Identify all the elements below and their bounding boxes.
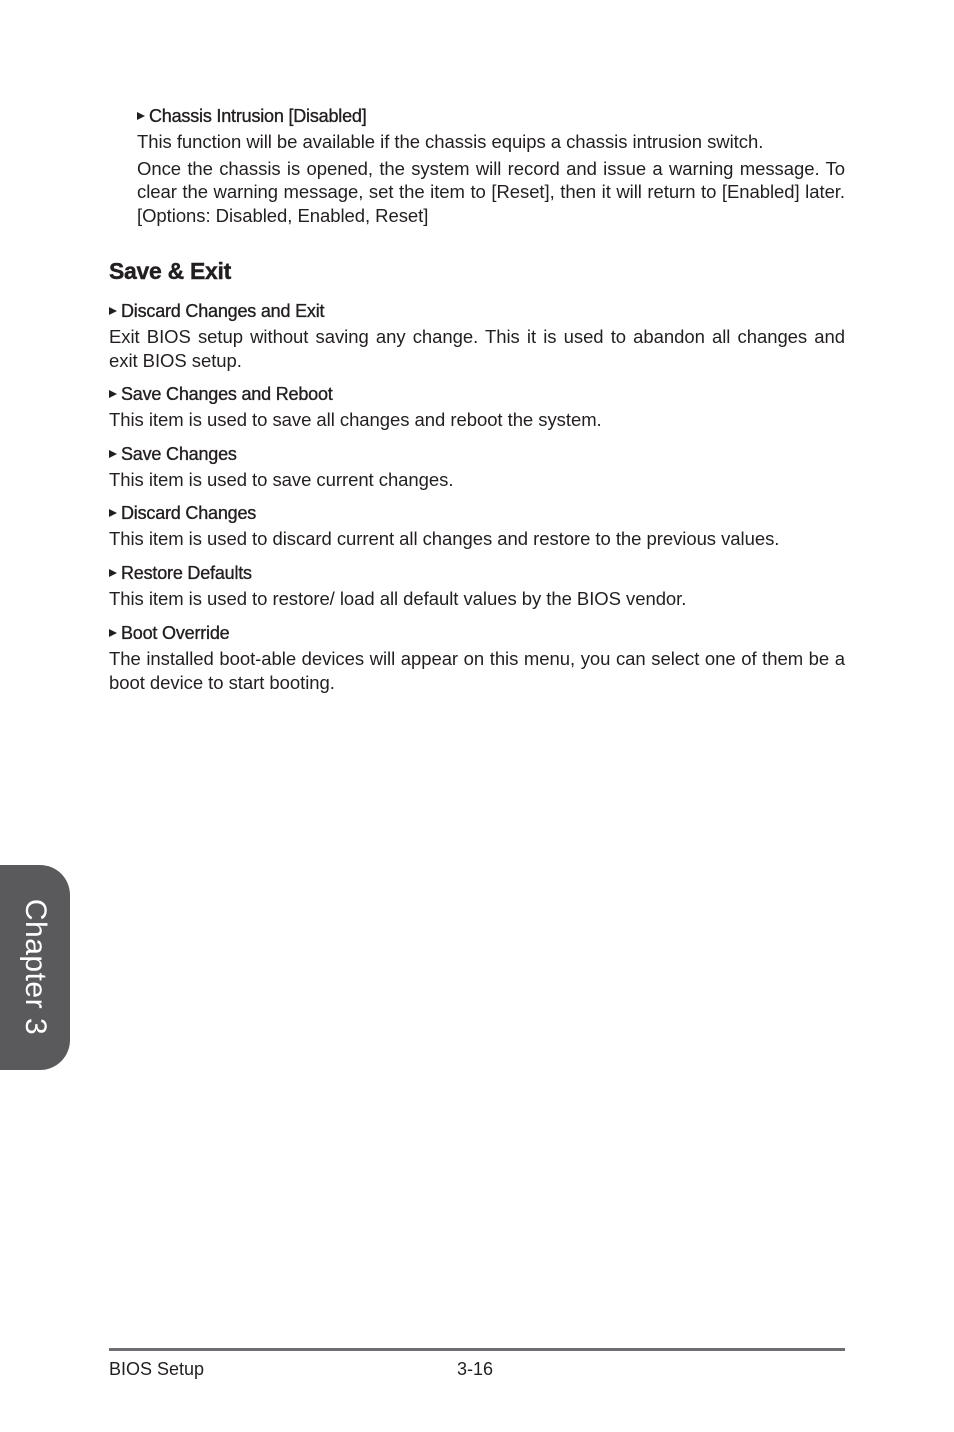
menu-item-boot-override bbox=[109, 622, 845, 694]
triangle-bullet-icon bbox=[109, 569, 117, 577]
chassis-intrusion-description: This function will be available if the chassis equips a chassis intrusion switch. bbox=[137, 131, 764, 152]
section-title: Save & Exit bbox=[109, 258, 231, 284]
triangle-bullet-icon bbox=[109, 509, 117, 517]
item-heading-text: Boot Override bbox=[121, 623, 230, 643]
item-description: This item is used to save current changes. bbox=[109, 469, 454, 490]
item-heading-text: Restore Defaults bbox=[121, 563, 252, 583]
triangle-bullet-icon bbox=[109, 307, 117, 315]
item-heading bbox=[109, 562, 845, 584]
item-description: This item is used to discard current all changes and restore to the previous values. bbox=[109, 528, 780, 549]
triangle-bullet-icon bbox=[109, 390, 117, 398]
chassis-intrusion-block bbox=[137, 105, 845, 227]
item-heading-text: Discard Changes and Exit bbox=[121, 301, 325, 321]
triangle-bullet-icon bbox=[109, 450, 117, 458]
menu-item-save-changes bbox=[109, 443, 845, 492]
chassis-intrusion-heading bbox=[137, 105, 845, 127]
item-heading-text: Save Changes bbox=[121, 444, 237, 464]
chassis-intrusion-heading-text: Chassis Intrusion [Disabled] bbox=[149, 106, 367, 126]
item-description: Exit BIOS setup without saving any change. This it is used to abandon all changes and exit BIOS setup. bbox=[109, 326, 845, 371]
item-description: This item is used to restore/ load all default values by the BIOS vendor. bbox=[109, 588, 687, 609]
item-description: The installed boot-able devices will appear on this menu, you can select one of them be a boot device to start booting. bbox=[109, 648, 845, 693]
chapter-side-tab bbox=[0, 865, 70, 1070]
menu-item-restore-defaults bbox=[109, 562, 845, 611]
menu-item-save-changes-and-reboot bbox=[109, 383, 845, 432]
footer-divider bbox=[109, 1348, 845, 1351]
item-heading-text: Save Changes and Reboot bbox=[121, 384, 333, 404]
item-heading bbox=[109, 622, 845, 644]
item-heading bbox=[109, 443, 845, 465]
menu-item-discard-changes-and-exit bbox=[109, 300, 845, 372]
triangle-bullet-icon bbox=[137, 112, 145, 120]
triangle-bullet-icon bbox=[109, 629, 117, 637]
item-heading bbox=[109, 383, 845, 405]
item-heading-text: Discard Changes bbox=[121, 503, 257, 523]
menu-item-discard-changes bbox=[109, 502, 845, 551]
footer-section-name: BIOS Setup bbox=[109, 1359, 205, 1379]
item-description: This item is used to save all changes and reboot the system. bbox=[109, 409, 602, 430]
chassis-intrusion-warning-text: Once the chassis is opened, the system will record and issue a warning message. To clear the warning message, set the item to [Reset], then it will return to [Enabled] later. [Options: Disabled, Enabled, Reset] bbox=[137, 157, 845, 226]
item-heading bbox=[109, 300, 845, 322]
item-heading bbox=[109, 502, 845, 524]
chapter-tab-label: Chapter 3 bbox=[19, 898, 52, 1036]
footer-page-number: 3-16 bbox=[457, 1359, 494, 1379]
